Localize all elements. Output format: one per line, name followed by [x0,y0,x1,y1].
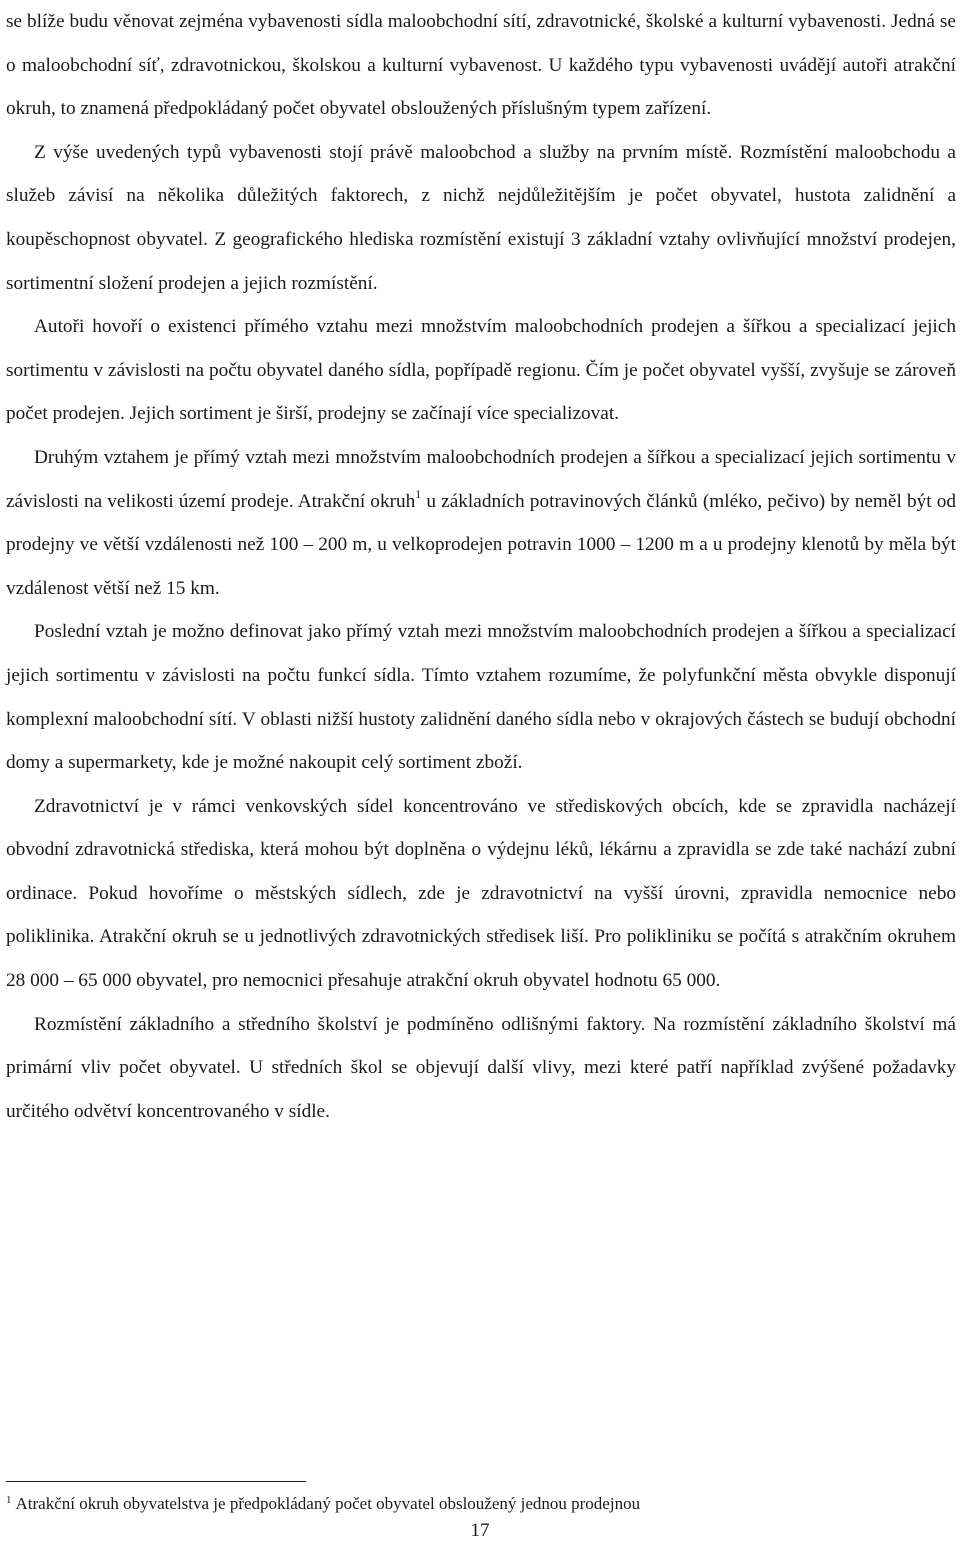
footnote-marker: 1 [6,1494,12,1506]
page-number: 17 [470,1520,490,1541]
footnote-divider [6,1481,306,1482]
paragraph-second-relation-part1: Druhým vztahem je přímý vztah mezi množstvím maloobchodních prodejen a šířkou a specializací jejich sortimentu v závislosti na velikosti území prodeje. Atrakční okruh [6,446,956,512]
paragraph-first-relation: Autoři hovoří o existenci přímého vztahu mezi množstvím maloobchodních prodejen a šířkou a specializací jejich sortimentu v závislosti na počtu obyvatel daného sídla, popřípadě regionu. Čím je počet obyvatel vyšší, zvyšuje se zároveň počet prodejen. Jejich sortiment je širší, prodejny se začínají více specializovat. [6,316,956,425]
paragraph-retail-factors: Z výše uvedených typů vybavenosti stojí právě maloobchod a služby na prvním místě. Rozmístění maloobchodu a služeb závisí na několika důležitých faktorech, z nichž nejdůležitějším je počet obyvatel, hustota zalidnění a koupěschopnost obyvatel. Z geografického hlediska rozmístění existují 3 základní vztahy ovlivňující množství prodejen, sortimentní složení prodejen a jejich rozmístění. [6,141,956,294]
footnote-text: Atrakční okruh obyvatelstva je předpokládaný počet obyvatel obsloužený jednou prodejnou [15,1494,641,1513]
paragraph-education: Rozmístění základního a středního školství je podmíněno odlišnými faktory. Na rozmístění základního školství má primární vliv počet obyvatel. U středních škol se objevují další vlivy, mezi které patří například zvýšené požadavky určitého odvětví koncentrovaného v sídle. [6,1013,956,1122]
footnote [6,1492,946,1516]
paragraph-intro: se blíže budu věnovat zejména vybavenosti sídla maloobchodní sítí, zdravotnické, školské a kulturní vybavenosti. Jedná se o maloobchodní síť, zdravotnickou, školskou a kulturní vybavenost. U každého typu vybavenosti uvádějí autoři atrakční okruh, to znamená předpokládaný počet obyvatel obsloužených příslušným typem zařízení. [6,11,956,120]
paragraph-third-relation: Poslední vztah je možno definovat jako přímý vztah mezi množstvím maloobchodních prodejen a šířkou a specializací jejich sortimentu v závislosti na počtu funkcí sídla. Tímto vztahem rozumíme, že polyfunkční města obvykle disponují komplexní maloobchodní sítí. V oblasti nižší hustoty zalidnění daného sídla nebo v okrajových částech se budují obchodní domy a supermarkety, kde je možné nakoupit celý sortiment zboží. [6,621,956,774]
paragraph-healthcare: Zdravotnictví je v rámci venkovských sídel koncentrováno ve střediskových obcích, kde se zpravidla nacházejí obvodní zdravotnická střediska, která mohou být doplněna o výdejnu léků, lékárnu a zpravidla se zde také nachází zubní ordinace. Pokud hovoříme o městských sídlech, zde je zdravotnictví na vyšší úrovni, zpravidla nemocnice nebo poliklinika. Atrakční okruh se u jednotlivých zdravotnických středisek liší. Pro polikliniku se počítá s atrakčním okruhem 28 000 – 65 000 obyvatel, pro nemocnici přesahuje atrakční okruh obyvatel hodnotu 65 000. [6,795,956,992]
document-page [6,0,956,1133]
footnote-reference[interactable]: 1 [415,486,422,501]
paragraph-second-relation [6,436,956,610]
paragraph-second-relation-part2: u základních potravinových článků (mléko, pečivo) by neměl být od prodejny ve větší vzdálenosti než 100 – 200 m, u velkoprodejen potravin 1000 – 1200 m a u prodejny klenotů by měla být vzdálenost větší než 15 km. [6,490,956,599]
